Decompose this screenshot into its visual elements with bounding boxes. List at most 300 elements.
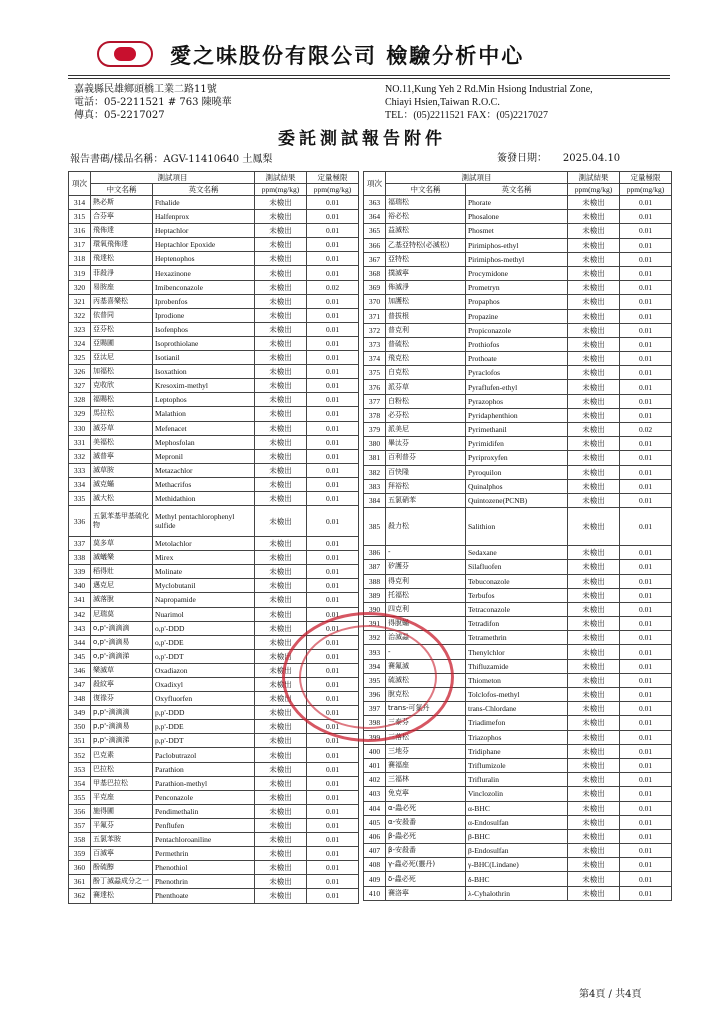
address-en-line1: NO.11,Kung Yeh 2 Rd.Min Hsiong Industrial Zone, — [385, 84, 593, 95]
col-header-result-unit: ppm(mg/kg) — [255, 184, 307, 196]
chinese-name-cell: 熱必斯 — [91, 196, 153, 210]
fax-line: 傳真：05-2217027 — [74, 110, 165, 121]
result-cell: 未檢出 — [568, 323, 620, 337]
table-row — [69, 266, 359, 280]
item-number-cell: 368 — [364, 266, 386, 280]
chinese-name-cell: 加福松 — [91, 365, 153, 379]
loq-cell: 0.01 — [307, 861, 359, 875]
result-cell: 未檢出 — [568, 702, 620, 716]
english-name-cell: Pyrimethanil — [466, 423, 568, 437]
chinese-name-cell: 飛克松 — [386, 352, 466, 366]
item-number-cell: 318 — [69, 252, 91, 266]
loq-cell: 0.01 — [307, 351, 359, 365]
table-row — [364, 366, 672, 380]
table-row — [69, 506, 359, 537]
result-cell: 未檢出 — [255, 692, 307, 706]
loq-cell: 0.01 — [620, 295, 672, 309]
chinese-name-cell: p,p'-滴滴易 — [91, 720, 153, 734]
table-row — [364, 252, 672, 266]
loq-cell: 0.01 — [307, 308, 359, 322]
item-number-cell: 357 — [69, 818, 91, 832]
english-name-cell: Pyridaphenthion — [466, 408, 568, 422]
loq-cell: 0.01 — [307, 266, 359, 280]
english-name-cell: trans-Chlordane — [466, 702, 568, 716]
table-row — [364, 196, 672, 210]
item-number-cell: 392 — [364, 631, 386, 645]
chinese-name-cell: 殺紋寧 — [91, 678, 153, 692]
loq-cell: 0.01 — [307, 365, 359, 379]
loq-cell: 0.01 — [620, 465, 672, 479]
loq-cell: 0.01 — [307, 537, 359, 551]
chinese-name-cell: 巴克素 — [91, 748, 153, 762]
result-cell: 未檢出 — [568, 408, 620, 422]
english-name-cell: Pyraclofos — [466, 366, 568, 380]
chinese-name-cell: 飛達松 — [91, 252, 153, 266]
english-name-cell: Triazophos — [466, 730, 568, 744]
english-name-cell: Pirimiphos-methyl — [466, 252, 568, 266]
loq-cell: 0.01 — [307, 649, 359, 663]
table-row — [69, 210, 359, 224]
english-name-cell: Parathion-methyl — [153, 776, 255, 790]
table-row — [364, 886, 672, 900]
table-row — [364, 281, 672, 295]
table-row — [364, 224, 672, 238]
result-cell: 未檢出 — [568, 423, 620, 437]
loq-cell: 0.01 — [620, 281, 672, 295]
english-name-cell: Tetradifon — [466, 617, 568, 631]
result-cell: 未檢出 — [255, 322, 307, 336]
loq-cell: 0.01 — [620, 631, 672, 645]
english-name-cell: Tetramethrin — [466, 631, 568, 645]
english-name-cell: Pyroquilon — [466, 465, 568, 479]
english-name-cell: Vinclozolin — [466, 787, 568, 801]
result-cell: 未檢出 — [255, 762, 307, 776]
item-number-cell: 384 — [364, 493, 386, 507]
result-cell: 未檢出 — [568, 886, 620, 900]
result-cell: 未檢出 — [568, 673, 620, 687]
col-header-item: 項次 — [69, 172, 91, 196]
loq-cell: 0.01 — [620, 546, 672, 560]
table-row — [69, 551, 359, 565]
loq-cell: 0.01 — [307, 804, 359, 818]
chinese-name-cell: 滅大松 — [91, 491, 153, 505]
item-number-cell: 383 — [364, 479, 386, 493]
chinese-name-cell: p,p'-滴滴滴 — [91, 706, 153, 720]
chinese-name-cell: 脫克松 — [386, 688, 466, 702]
item-number-cell: 373 — [364, 337, 386, 351]
result-cell: 未檢出 — [568, 787, 620, 801]
item-number-cell: 365 — [364, 224, 386, 238]
english-name-cell: Tetraconazole — [466, 602, 568, 616]
english-name-cell: Isofenphos — [153, 322, 255, 336]
english-name-cell: β-Endosulfan — [466, 844, 568, 858]
table-row — [69, 379, 359, 393]
loq-cell: 0.01 — [620, 886, 672, 900]
item-number-cell: 325 — [69, 351, 91, 365]
table-row — [69, 804, 359, 818]
item-number-cell: 360 — [69, 861, 91, 875]
english-name-cell: Phorate — [466, 196, 568, 210]
result-cell: 未檢出 — [255, 491, 307, 505]
chinese-name-cell: 滅克蟎 — [91, 477, 153, 491]
item-number-cell: 358 — [69, 833, 91, 847]
col-header-loq-unit: ppm(mg/kg) — [620, 184, 672, 196]
item-number-cell: 370 — [364, 295, 386, 309]
english-name-cell: Leptophos — [153, 393, 255, 407]
english-name-cell: Mepronil — [153, 449, 255, 463]
result-cell: 未檢出 — [255, 238, 307, 252]
table-row — [69, 407, 359, 421]
chinese-name-cell: 樂滅草 — [91, 663, 153, 677]
result-cell: 未檢出 — [568, 493, 620, 507]
item-number-cell: 355 — [69, 790, 91, 804]
loq-cell: 0.01 — [620, 744, 672, 758]
chinese-name-cell: 治滅蝨 — [386, 631, 466, 645]
table-row — [364, 394, 672, 408]
address-en — [385, 83, 593, 122]
results-table-left — [68, 171, 359, 904]
item-number-cell: 341 — [69, 593, 91, 607]
result-cell: 未檢出 — [255, 393, 307, 407]
col-header-item: 項次 — [364, 172, 386, 196]
table-row — [364, 758, 672, 772]
loq-cell: 0.01 — [620, 801, 672, 815]
english-name-cell: Imibenconazole — [153, 280, 255, 294]
loq-cell: 0.01 — [307, 748, 359, 762]
loq-cell: 0.01 — [620, 560, 672, 574]
chinese-name-cell: o,p'-滴滴易 — [91, 635, 153, 649]
table-row — [69, 238, 359, 252]
col-header-en-name: 英文名稱 — [466, 184, 568, 196]
result-cell: 未檢出 — [255, 720, 307, 734]
loq-cell: 0.01 — [620, 617, 672, 631]
loq-cell: 0.01 — [620, 787, 672, 801]
result-cell: 未檢出 — [568, 560, 620, 574]
col-header-result-unit: ppm(mg/kg) — [568, 184, 620, 196]
result-cell: 未檢出 — [255, 678, 307, 692]
result-cell: 未檢出 — [255, 365, 307, 379]
result-cell: 未檢出 — [255, 579, 307, 593]
chinese-name-cell: 五氯苯胺 — [91, 833, 153, 847]
result-cell: 未檢出 — [255, 294, 307, 308]
item-number-cell: 338 — [69, 551, 91, 565]
col-header-test-item: 測試項目 — [386, 172, 568, 184]
loq-cell: 0.01 — [620, 702, 672, 716]
item-number-cell: 330 — [69, 421, 91, 435]
loq-cell: 0.01 — [620, 252, 672, 266]
loq-cell: 0.01 — [307, 734, 359, 748]
item-number-cell: 356 — [69, 804, 91, 818]
chinese-name-cell: 硫滅松 — [386, 673, 466, 687]
result-cell: 未檢出 — [568, 252, 620, 266]
chinese-name-cell: - — [386, 645, 466, 659]
chinese-name-cell: 亞汰尼 — [91, 351, 153, 365]
chinese-name-cell: 派美尼 — [386, 423, 466, 437]
result-cell: 未檢出 — [568, 631, 620, 645]
result-cell: 未檢出 — [568, 716, 620, 730]
table-row — [69, 280, 359, 294]
item-number-cell: 333 — [69, 463, 91, 477]
table-row — [364, 493, 672, 507]
loq-cell: 0.01 — [307, 776, 359, 790]
item-number-cell: 350 — [69, 720, 91, 734]
english-name-cell: Pentachloroaniline — [153, 833, 255, 847]
address-en-line2: Chiayi Hsien,Taiwan R.O.C. — [385, 97, 500, 108]
result-cell: 未檢出 — [568, 617, 620, 631]
english-name-cell: Molinate — [153, 565, 255, 579]
chinese-name-cell: 飛佈達 — [91, 224, 153, 238]
loq-cell: 0.01 — [307, 692, 359, 706]
item-number-cell: 374 — [364, 352, 386, 366]
chinese-name-cell: 畢汰芬 — [386, 437, 466, 451]
item-number-cell: 348 — [69, 692, 91, 706]
result-cell: 未檢出 — [568, 574, 620, 588]
result-cell: 未檢出 — [568, 295, 620, 309]
result-cell: 未檢出 — [568, 465, 620, 479]
company-name: 愛之味股份有限公司 檢驗分析中心 — [170, 43, 525, 68]
result-cell: 未檢出 — [568, 508, 620, 546]
item-number-cell: 363 — [364, 196, 386, 210]
chinese-name-cell: 邁克尼 — [91, 579, 153, 593]
english-name-cell: Pyriproxyfen — [466, 451, 568, 465]
col-header-loq: 定量極限 — [307, 172, 359, 184]
result-cell: 未檢出 — [255, 336, 307, 350]
item-number-cell: 395 — [364, 673, 386, 687]
result-cell: 未檢出 — [568, 451, 620, 465]
chinese-name-cell: 普拔根 — [386, 309, 466, 323]
loq-cell: 0.01 — [620, 437, 672, 451]
item-number-cell: 385 — [364, 508, 386, 546]
chinese-name-cell: 派芬草 — [386, 380, 466, 394]
loq-cell: 0.01 — [620, 224, 672, 238]
item-number-cell: 401 — [364, 758, 386, 772]
chinese-name-cell: 三泰芬 — [386, 716, 466, 730]
english-name-cell: Iprobenfos — [153, 294, 255, 308]
loq-cell: 0.01 — [307, 421, 359, 435]
item-number-cell: 336 — [69, 506, 91, 537]
english-name-cell: Napropamide — [153, 593, 255, 607]
table-row — [69, 336, 359, 350]
english-name-cell: o,p'-DDT — [153, 649, 255, 663]
result-cell: 未檢出 — [255, 463, 307, 477]
table-row — [364, 309, 672, 323]
col-header-result: 測試結果 — [255, 172, 307, 184]
result-cell: 未檢出 — [568, 380, 620, 394]
result-cell: 未檢出 — [255, 421, 307, 435]
table-row — [364, 437, 672, 451]
english-name-cell: Oxadixyl — [153, 678, 255, 692]
chinese-name-cell: 滅芬草 — [91, 421, 153, 435]
result-cell: 未檢出 — [255, 889, 307, 903]
item-number-cell: 351 — [69, 734, 91, 748]
chinese-name-cell: 馬拉松 — [91, 407, 153, 421]
address-line: 嘉義縣民雄鄉頭橋工業二路11號 — [74, 84, 217, 95]
report-label: 報告書碼/樣品名稱： — [70, 154, 164, 165]
item-number-cell: 398 — [364, 716, 386, 730]
loq-cell: 0.01 — [307, 663, 359, 677]
item-number-cell: 371 — [364, 309, 386, 323]
english-name-cell: Phenothrin — [153, 875, 255, 889]
english-name-cell: Heptenophos — [153, 252, 255, 266]
result-cell: 未檢出 — [568, 801, 620, 815]
result-cell: 未檢出 — [255, 804, 307, 818]
chinese-name-cell: 普硫松 — [386, 337, 466, 351]
result-cell: 未檢出 — [568, 744, 620, 758]
table-row — [364, 801, 672, 815]
table-row — [69, 889, 359, 903]
result-cell: 未檢出 — [255, 663, 307, 677]
result-cell: 未檢出 — [255, 407, 307, 421]
chinese-name-cell: 丙基喜樂松 — [91, 294, 153, 308]
item-number-cell: 342 — [69, 607, 91, 621]
english-name-cell: Silafluofen — [466, 560, 568, 574]
english-name-cell: Sedaxane — [466, 546, 568, 560]
document-title: 委託測試報告附件 — [278, 129, 446, 149]
chinese-name-cell: 莫多草 — [91, 537, 153, 551]
result-cell: 未檢出 — [568, 858, 620, 872]
item-number-cell: 328 — [69, 393, 91, 407]
english-name-cell: Propazine — [466, 309, 568, 323]
chinese-name-cell: α-安殺番 — [386, 815, 466, 829]
loq-cell: 0.01 — [307, 635, 359, 649]
result-cell: 未檢出 — [255, 734, 307, 748]
chinese-name-cell: 白克松 — [386, 366, 466, 380]
item-number-cell: 321 — [69, 294, 91, 308]
result-cell: 未檢出 — [255, 706, 307, 720]
table-row — [364, 588, 672, 602]
english-name-cell: Mefenacet — [153, 421, 255, 435]
loq-cell: 0.01 — [620, 508, 672, 546]
item-number-cell: 314 — [69, 196, 91, 210]
tel-fax-en-line: TEL：(05)2211521 FAX：(05)2217027 — [385, 110, 549, 121]
english-name-cell: Penconazole — [153, 790, 255, 804]
loq-cell: 0.01 — [620, 645, 672, 659]
header-rule-top — [68, 75, 670, 76]
item-number-cell: 320 — [69, 280, 91, 294]
issue-date-label: 簽發日期： — [497, 153, 547, 164]
english-name-cell: Quintozene(PCNB) — [466, 493, 568, 507]
table-row — [364, 602, 672, 616]
item-number-cell: 334 — [69, 477, 91, 491]
chinese-name-cell: β-安殺番 — [386, 844, 466, 858]
loq-cell: 0.01 — [307, 678, 359, 692]
item-number-cell: 340 — [69, 579, 91, 593]
english-name-cell: Oxadiazon — [153, 663, 255, 677]
loq-cell: 0.01 — [307, 449, 359, 463]
table-row — [69, 593, 359, 607]
item-number-cell: 372 — [364, 323, 386, 337]
result-cell: 未檢出 — [255, 551, 307, 565]
item-number-cell: 381 — [364, 451, 386, 465]
result-cell: 未檢出 — [568, 688, 620, 702]
table-row — [69, 861, 359, 875]
table-row — [69, 537, 359, 551]
result-cell: 未檢出 — [568, 872, 620, 886]
loq-cell: 0.01 — [620, 323, 672, 337]
loq-cell: 0.01 — [307, 506, 359, 537]
item-number-cell: 345 — [69, 649, 91, 663]
loq-cell: 0.01 — [620, 479, 672, 493]
item-number-cell: 354 — [69, 776, 91, 790]
result-cell: 未檢出 — [255, 593, 307, 607]
item-number-cell: 393 — [364, 645, 386, 659]
chinese-name-cell: 殺力松 — [386, 508, 466, 546]
loq-cell: 0.01 — [307, 833, 359, 847]
address-cn — [74, 83, 232, 122]
item-number-cell: 362 — [69, 889, 91, 903]
english-name-cell: Kresoxim-methyl — [153, 379, 255, 393]
english-name-cell: Metazachlor — [153, 463, 255, 477]
table-row — [69, 294, 359, 308]
chinese-name-cell: 福賜松 — [91, 393, 153, 407]
loq-cell: 0.01 — [307, 720, 359, 734]
result-cell: 未檢出 — [568, 238, 620, 252]
result-cell: 未檢出 — [568, 829, 620, 843]
result-cell: 未檢出 — [255, 449, 307, 463]
english-name-cell: Isoprothiolane — [153, 336, 255, 350]
loq-cell: 0.01 — [620, 858, 672, 872]
english-name-cell: Pyrimidifen — [466, 437, 568, 451]
item-number-cell: 389 — [364, 588, 386, 602]
results-table-right — [363, 171, 672, 901]
table-row — [69, 818, 359, 832]
english-name-cell: Mephosfolan — [153, 435, 255, 449]
loq-cell: 0.01 — [620, 602, 672, 616]
table-row — [69, 607, 359, 621]
table-row — [364, 574, 672, 588]
loq-cell: 0.01 — [307, 252, 359, 266]
item-number-cell: 359 — [69, 847, 91, 861]
english-name-cell: Methacrifos — [153, 477, 255, 491]
result-cell: 未檢出 — [568, 546, 620, 560]
table-row — [69, 776, 359, 790]
result-cell: 未檢出 — [255, 748, 307, 762]
chinese-name-cell: 必芬松 — [386, 408, 466, 422]
chinese-name-cell: 環氧飛佈達 — [91, 238, 153, 252]
english-name-cell: Hexazinone — [153, 266, 255, 280]
col-header-cn-name: 中文名稱 — [386, 184, 466, 196]
loq-cell: 0.01 — [620, 380, 672, 394]
table-row — [69, 491, 359, 505]
item-number-cell: 410 — [364, 886, 386, 900]
english-name-cell: Thiometon — [466, 673, 568, 687]
report-seal-stamp — [282, 612, 454, 742]
chinese-name-cell: 白粉松 — [386, 394, 466, 408]
result-cell: 未檢出 — [255, 477, 307, 491]
result-cell: 未檢出 — [255, 266, 307, 280]
result-cell: 未檢出 — [255, 790, 307, 804]
result-cell: 未檢出 — [568, 196, 620, 210]
english-name-cell: Methidathion — [153, 491, 255, 505]
chinese-name-cell: 裕必松 — [386, 210, 466, 224]
item-number-cell: 406 — [364, 829, 386, 843]
item-number-cell: 403 — [364, 787, 386, 801]
page-number: 第4頁 / 共4頁 — [579, 989, 642, 1000]
table-row — [69, 748, 359, 762]
loq-cell: 0.01 — [620, 758, 672, 772]
english-name-cell: Pyrazophos — [466, 394, 568, 408]
chinese-name-cell: β-蟲必死 — [386, 829, 466, 843]
result-cell: 未檢出 — [568, 210, 620, 224]
chinese-name-cell: 平克座 — [91, 790, 153, 804]
english-name-cell: Phosalone — [466, 210, 568, 224]
result-cell: 未檢出 — [568, 659, 620, 673]
loq-cell: 0.01 — [620, 408, 672, 422]
loq-cell: 0.01 — [620, 574, 672, 588]
chinese-name-cell: 福瑞松 — [386, 196, 466, 210]
chinese-name-cell: 佈滅淨 — [386, 281, 466, 295]
chinese-name-cell: 菲殺淨 — [91, 266, 153, 280]
